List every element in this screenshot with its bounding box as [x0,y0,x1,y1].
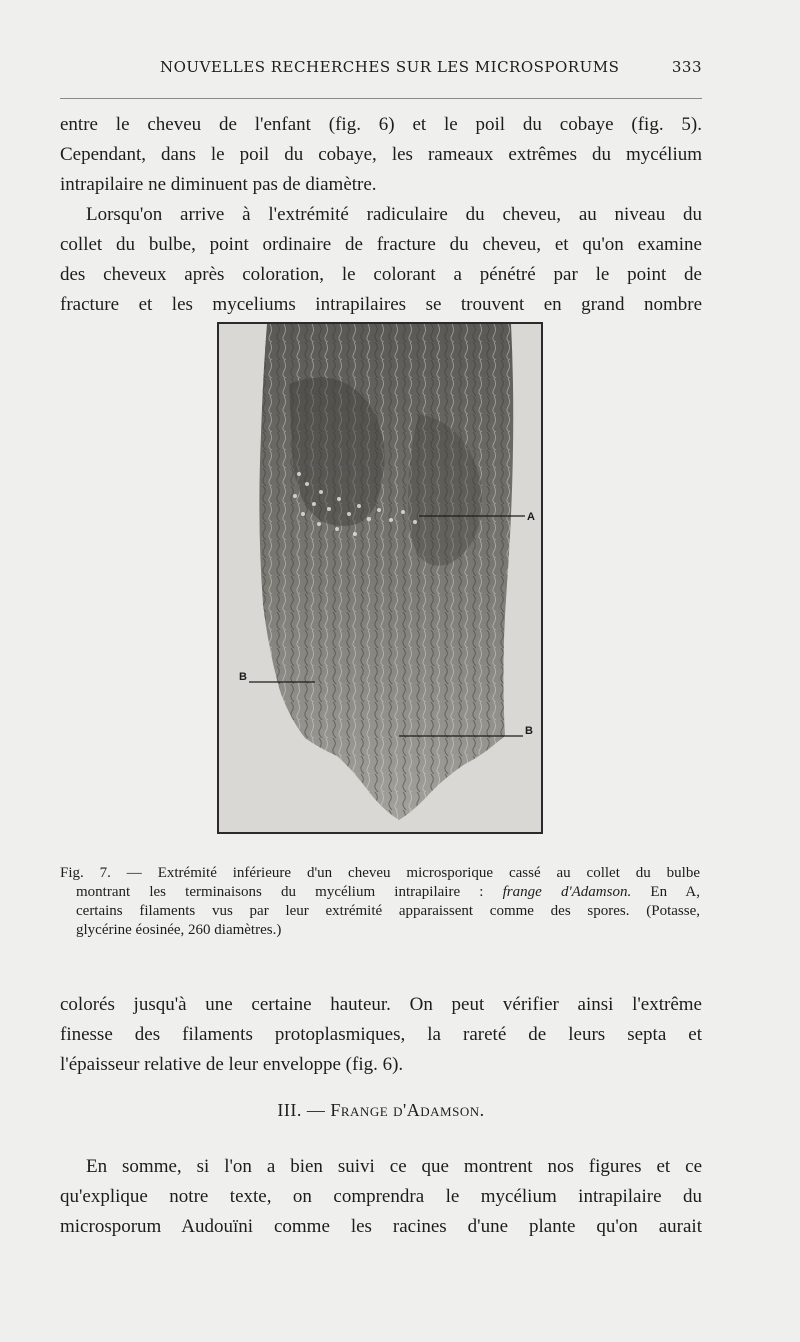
section-title: Frange d'Adamson. [330,1100,485,1120]
caption-line: glycérine éosinée, 260 diamètres.) [76,922,282,938]
header-rule [60,98,702,99]
caption-italic-term: frange d'Adamson. [502,884,632,900]
paragraph-2 [60,990,702,1080]
text-line: intrapilaire ne diminuent pas de diamètre. [60,174,377,195]
section-heading [60,1100,702,1121]
figure-caption [60,864,700,940]
page-number: 333 [671,58,702,76]
micrograph-figure [217,322,543,834]
hair-micrograph-image [219,324,541,832]
text-line: entre le cheveu de l'enfant (fig. 6) et le poil du cobaye (fig. 5). [60,114,702,135]
text-line: qu'explique notre texte, on comprendra le mycélium intrapilaire du [60,1186,702,1207]
caption-line: certains filaments vus par leur extrémité apparaissent comme des spores. (Potasse, [76,903,700,919]
text-line: fracture et les myceliums intrapilaires se trouvent en grand nombre [60,294,702,315]
running-head [60,58,702,82]
caption-text: montrant les terminaisons du mycélium intrapilaire : [76,884,503,900]
label-b-left: B [239,671,247,683]
caption-line [76,883,700,902]
label-b-right: B [525,725,533,737]
text-line: finesse des filaments protoplasmiques, la rareté de leurs septa et [60,1024,702,1045]
label-a: A [527,511,535,523]
paragraph-3 [60,1152,702,1242]
text-line: Cependant, dans le poil du cobaye, les rameaux extrêmes du mycélium [60,144,702,165]
text-line: collet du bulbe, point ordinaire de fracture du cheveu, et qu'on examine [60,234,702,255]
text-line: microsporum Audouïni comme les racines d'une plante qu'on aurait [60,1216,702,1237]
text-line: des cheveux après coloration, le colorant a pénétré par le point de [60,264,702,285]
text-line: colorés jusqu'à une certaine hauteur. On peut vérifier ainsi l'extrême [60,994,702,1015]
section-number: III. — [277,1100,331,1120]
text-line: En somme, si l'on a bien suivi ce que montrent nos figures et ce [86,1156,702,1177]
caption-text: En A, [631,884,700,900]
running-title: NOUVELLES RECHERCHES SUR LES MICROSPORUMS [160,58,620,76]
text-line: Lorsqu'on arrive à l'extrémité radiculaire du cheveu, au niveau du [86,204,702,225]
text-line: l'épaisseur relative de leur enveloppe (fig. 6). [60,1054,404,1075]
paragraph-1 [60,110,702,320]
caption-line: Fig. 7. — Extrémité inférieure d'un cheveu microsporique cassé au collet du bulbe [60,865,700,881]
